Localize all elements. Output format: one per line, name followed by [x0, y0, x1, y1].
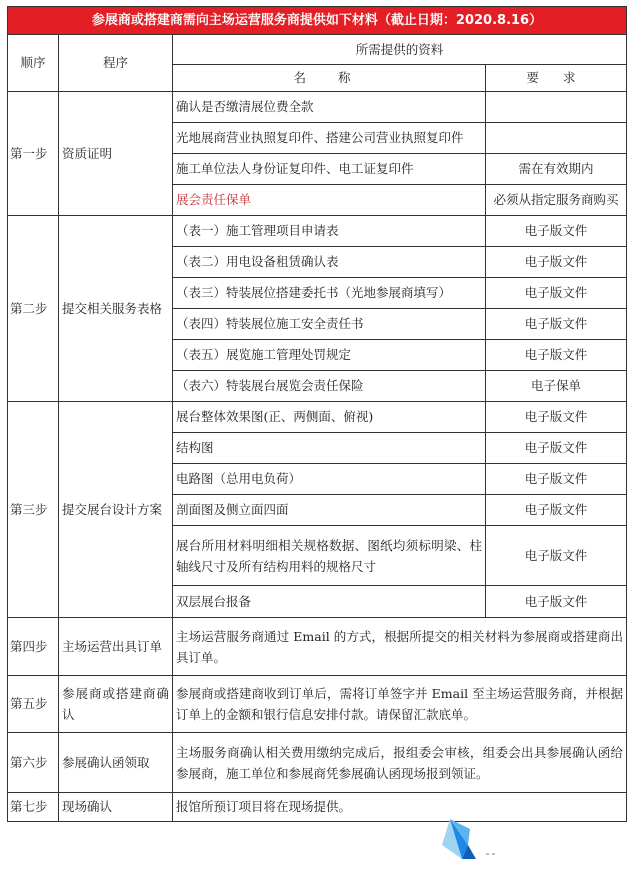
material-name: 展台所用材料明细相关规格数据、图纸均须标明梁、柱轴线尺寸及所有结构用料的规格尺寸 — [173, 526, 486, 586]
material-requirement: 必须从指定服务商购买 — [486, 185, 627, 216]
material-requirement: 电子版文件 — [486, 433, 627, 464]
procedure-label: 参展确认函领取 — [59, 733, 173, 793]
material-name: （表五）展览施工管理处罚规定 — [173, 340, 486, 371]
material-requirement: 电子版文件 — [486, 340, 627, 371]
step-label: 第五步 — [8, 676, 59, 733]
material-name: （表三）特装展位搭建委托书（光地参展商填写） — [173, 278, 486, 309]
step-note: 主场服务商确认相关费用缴纳完成后，报组委会审核，组委会出具参展确认函给参展商，施工单位和参展商凭参展确认函现场报到领证。 — [173, 733, 627, 793]
blue-crystal-logo-icon — [440, 815, 500, 863]
material-requirement: 需在有效期内 — [486, 154, 627, 185]
step-note: 主场运营服务商通过 Email 的方式，根据所提交的相关材料为参展商或搭建商出具订单。 — [173, 618, 627, 676]
material-requirement: 电子版文件 — [486, 402, 627, 433]
step-note: 参展商或搭建商收到订单后，需将订单签字并 Email 至主场运营服务商，并根据订单上的金额和银行信息安排付款。请保留汇款底单。 — [173, 676, 627, 733]
material-requirement: 电子版文件 — [486, 586, 627, 618]
header-order: 顺序 — [8, 35, 59, 92]
header-requirement: 要 求 — [486, 65, 627, 92]
material-name: 双层展台报备 — [173, 586, 486, 618]
material-name: 光地展商营业执照复印件、搭建公司营业执照复印件 — [173, 123, 486, 154]
material-name: （表二）用电设备租赁确认表 — [173, 247, 486, 278]
table-title: 参展商或搭建商需向主场运营服务商提供如下材料（截止日期：2020.8.16） — [8, 7, 627, 35]
procedure-label: 参展商或搭建商确认 — [59, 676, 173, 733]
material-name: 确认是否缴清展位费全款 — [173, 92, 486, 123]
material-name: 电路图（总用电负荷） — [173, 464, 486, 495]
materials-document — [7, 6, 626, 822]
materials-table — [7, 6, 627, 822]
header-materials: 所需提供的资料 — [173, 35, 627, 65]
procedure-label: 主场运营出具订单 — [59, 618, 173, 676]
header-name: 名 称 — [173, 65, 486, 92]
material-requirement: 电子版文件 — [486, 526, 627, 586]
material-name: 展台整体效果图(正、两侧面、俯视) — [173, 402, 486, 433]
material-requirement: 电子保单 — [486, 371, 627, 402]
material-name: 施工单位法人身份证复印件、电工证复印件 — [173, 154, 486, 185]
material-name: （表六）特装展台展览会责任保险 — [173, 371, 486, 402]
material-requirement: 电子版文件 — [486, 309, 627, 340]
material-name: （表四）特装展位施工安全责任书 — [173, 309, 486, 340]
material-name: （表一）施工管理项目申请表 — [173, 216, 486, 247]
step-label: 第一步 — [8, 92, 59, 216]
material-requirement: 电子版文件 — [486, 216, 627, 247]
header-procedure: 程序 — [59, 35, 173, 92]
procedure-label: 资质证明 — [59, 92, 173, 216]
step-label: 第六步 — [8, 733, 59, 793]
material-requirement: 电子版文件 — [486, 495, 627, 526]
step-label: 第七步 — [8, 793, 59, 822]
material-requirement — [486, 123, 627, 154]
procedure-label: 现场确认 — [59, 793, 173, 822]
step-note: 报馆所预订项目将在现场提供。 — [173, 793, 627, 822]
step-label: 第三步 — [8, 402, 59, 618]
material-requirement: 电子版文件 — [486, 464, 627, 495]
step-label: 第二步 — [8, 216, 59, 402]
material-name: 结构图 — [173, 433, 486, 464]
procedure-label: 提交相关服务表格 — [59, 216, 173, 402]
material-requirement: 电子版文件 — [486, 247, 627, 278]
step-label: 第四步 — [8, 618, 59, 676]
material-requirement — [486, 92, 627, 123]
material-name: 剖面图及侧立面四面 — [173, 495, 486, 526]
material-requirement: 电子版文件 — [486, 278, 627, 309]
material-name-highlight: 展会责任保单 — [173, 185, 486, 216]
procedure-label: 提交展台设计方案 — [59, 402, 173, 618]
